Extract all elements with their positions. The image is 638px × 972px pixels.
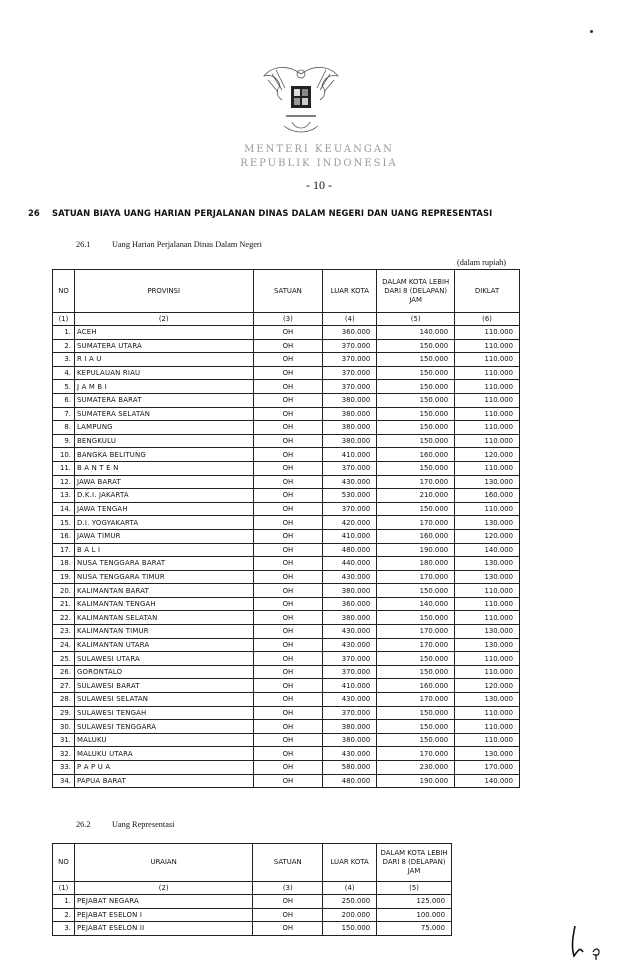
table-cell: 110.000 <box>455 393 520 407</box>
table-cell: GORONTALO <box>74 665 253 679</box>
table-cell: 480.000 <box>323 774 377 788</box>
table-cell: KALIMANTAN SELATAN <box>74 611 253 625</box>
table-cell: D.I. YOGYAKARTA <box>74 516 253 530</box>
table-row <box>53 652 520 666</box>
table-cell: OH <box>253 326 323 340</box>
table-cell: OH <box>253 665 323 679</box>
table-cell: OH <box>253 434 323 448</box>
table-cell: JAWA BARAT <box>74 475 253 489</box>
table-cell: 110.000 <box>455 652 520 666</box>
table-cell: OH <box>253 638 323 652</box>
t2-header-number-5: (5) <box>377 882 452 895</box>
table-cell: 380.000 <box>323 421 377 435</box>
table-cell: 110.000 <box>455 366 520 380</box>
table-cell: 130.000 <box>455 693 520 707</box>
table-cell: 110.000 <box>455 326 520 340</box>
table-cell: 12. <box>53 475 75 489</box>
header-dalam-kota: DALAM KOTA LEBIH DARI 8 (DELAPAN) JAM <box>377 270 455 313</box>
table-cell: SULAWESI UTARA <box>74 652 253 666</box>
table-cell: JAWA TENGAH <box>74 502 253 516</box>
table-row <box>53 502 520 516</box>
table-cell: 27. <box>53 679 75 693</box>
table-cell: 120.000 <box>455 679 520 693</box>
table-cell: 1. <box>53 326 75 340</box>
table-row <box>53 774 520 788</box>
table-cell: 150.000 <box>377 461 455 475</box>
table-cell: 19. <box>53 570 75 584</box>
table-cell: 10. <box>53 448 75 462</box>
table-row <box>53 380 520 394</box>
table-cell: NUSA TENGGARA TIMUR <box>74 570 253 584</box>
table-cell: 8. <box>53 421 75 435</box>
table-cell: LAMPUNG <box>74 421 253 435</box>
table-cell: 29. <box>53 706 75 720</box>
table-cell: 150.000 <box>377 733 455 747</box>
table-row <box>53 489 520 503</box>
table-cell: 110.000 <box>455 461 520 475</box>
table-cell: OH <box>253 584 323 598</box>
table-row <box>53 434 520 448</box>
table-cell: R I A U <box>74 353 253 367</box>
table-row <box>53 366 520 380</box>
table-cell: OH <box>253 693 323 707</box>
table-cell: NUSA TENGGARA BARAT <box>74 557 253 571</box>
table-cell: 120.000 <box>455 529 520 543</box>
table-cell: SULAWESI TENGAH <box>74 706 253 720</box>
table-cell: PEJABAT NEGARA <box>74 895 252 909</box>
table-cell: 110.000 <box>455 706 520 720</box>
table-cell: 33. <box>53 761 75 775</box>
table-cell: 150.000 <box>377 611 455 625</box>
table-row <box>53 761 520 775</box>
table-cell: 190.000 <box>377 543 455 557</box>
table-cell: 140.000 <box>377 597 455 611</box>
table-cell: 3. <box>53 922 75 936</box>
table-cell: 160.000 <box>377 529 455 543</box>
table-cell: 170.000 <box>377 625 455 639</box>
table-cell: SUMATERA BARAT <box>74 393 253 407</box>
table-cell: 370.000 <box>323 380 377 394</box>
table-cell: 11. <box>53 461 75 475</box>
table-row <box>53 461 520 475</box>
table-cell: 170.000 <box>377 516 455 530</box>
table-cell: 125.000 <box>377 895 452 909</box>
table-cell: MALUKU <box>74 733 253 747</box>
table-cell: 110.000 <box>455 665 520 679</box>
table-cell: B A L I <box>74 543 253 557</box>
table-cell: 23. <box>53 625 75 639</box>
table-row <box>53 353 520 367</box>
table-cell: SULAWESI BARAT <box>74 679 253 693</box>
table-cell: OH <box>253 611 323 625</box>
table-cell: 430.000 <box>323 747 377 761</box>
table-cell: 370.000 <box>323 366 377 380</box>
table-cell: 110.000 <box>455 434 520 448</box>
table-cell: 360.000 <box>323 597 377 611</box>
table-cell: OH <box>253 706 323 720</box>
table-cell: 31. <box>53 733 75 747</box>
table-cell: D.K.I. JAKARTA <box>74 489 253 503</box>
table-cell: 110.000 <box>455 353 520 367</box>
table-row <box>53 611 520 625</box>
table-cell: OH <box>253 761 323 775</box>
table-cell: OH <box>253 922 323 936</box>
table-cell: SULAWESI TENGGARA <box>74 720 253 734</box>
table-cell: 130.000 <box>455 475 520 489</box>
table-cell: SULAWESI SELATAN <box>74 693 253 707</box>
table-cell: 150.000 <box>377 584 455 598</box>
table-row <box>53 421 520 435</box>
table-cell: 130.000 <box>455 625 520 639</box>
t2-header-dalam-kota: DALAM KOTA LEBIH DARI 8 (DELAPAN) JAM <box>377 844 452 882</box>
subsection-number: 26.1 <box>76 240 91 249</box>
t2-header-no: NO <box>53 844 75 882</box>
table-cell: 370.000 <box>323 665 377 679</box>
table-cell: 110.000 <box>455 733 520 747</box>
t2-header-number-4: (4) <box>323 882 377 895</box>
table-cell: 150.000 <box>377 434 455 448</box>
ministry-subtitle: REPUBLIK INDONESIA <box>240 158 398 169</box>
table-cell: OH <box>253 448 323 462</box>
header-number-2: (2) <box>74 313 253 326</box>
table-cell: 150.000 <box>323 922 377 936</box>
table-cell: ACEH <box>74 326 253 340</box>
table-cell: 16. <box>53 529 75 543</box>
table-cell: 580.000 <box>323 761 377 775</box>
table-row <box>53 448 520 462</box>
table-cell: 1. <box>53 895 75 909</box>
table-cell: 18. <box>53 557 75 571</box>
table-cell: 120.000 <box>455 448 520 462</box>
table-cell: 2. <box>53 908 75 922</box>
table-cell: 130.000 <box>455 747 520 761</box>
header-provinsi: PROVINSI <box>74 270 253 313</box>
table-cell: 110.000 <box>455 584 520 598</box>
table-row <box>53 570 520 584</box>
t2-header-luar-kota: LUAR KOTA <box>323 844 377 882</box>
table-cell: 250.000 <box>323 895 377 909</box>
table-cell: OH <box>253 597 323 611</box>
table-cell: KEPULAUAN RIAU <box>74 366 253 380</box>
table-cell: 370.000 <box>323 339 377 353</box>
table-cell: 380.000 <box>323 584 377 598</box>
table-cell: 170.000 <box>377 693 455 707</box>
subsection-title-2: Uang Representasi <box>112 820 175 829</box>
table-row <box>53 339 520 353</box>
table-row <box>53 625 520 639</box>
table-cell: 430.000 <box>323 638 377 652</box>
table-cell: 150.000 <box>377 706 455 720</box>
table-cell: 150.000 <box>377 339 455 353</box>
table-cell: 380.000 <box>323 733 377 747</box>
table-cell: 150.000 <box>377 652 455 666</box>
table-cell: 420.000 <box>323 516 377 530</box>
table-cell: 530.000 <box>323 489 377 503</box>
table-cell: 170.000 <box>377 475 455 489</box>
t2-header-number-1: (1) <box>53 882 75 895</box>
table-cell: 480.000 <box>323 543 377 557</box>
table-cell: 150.000 <box>377 502 455 516</box>
table-cell: OH <box>253 679 323 693</box>
table-cell: 130.000 <box>455 638 520 652</box>
table-cell: 380.000 <box>323 611 377 625</box>
signature-initials-icon <box>565 922 615 962</box>
table-cell: SUMATERA UTARA <box>74 339 253 353</box>
header-no: NO <box>53 270 75 313</box>
table-cell: 440.000 <box>323 557 377 571</box>
table-cell: SUMATERA SELATAN <box>74 407 253 421</box>
table-cell: KALIMANTAN UTARA <box>74 638 253 652</box>
table-cell: 160.000 <box>377 448 455 462</box>
table-cell: 110.000 <box>455 502 520 516</box>
table-cell: OH <box>253 747 323 761</box>
table-cell: 100.000 <box>377 908 452 922</box>
table-cell: 14. <box>53 502 75 516</box>
header-luar-kota: LUAR KOTA <box>323 270 377 313</box>
table-cell: 370.000 <box>323 353 377 367</box>
table-cell: 15. <box>53 516 75 530</box>
table-row <box>53 665 520 679</box>
unit-note: (dalam rupiah) <box>457 258 507 267</box>
table-cell: KALIMANTAN BARAT <box>74 584 253 598</box>
table-row <box>53 475 520 489</box>
table-cell: OH <box>253 380 323 394</box>
table-row <box>53 407 520 421</box>
subsection-title: Uang Harian Perjalanan Dinas Dalam Negeri <box>112 240 262 249</box>
header-satuan: SATUAN <box>253 270 323 313</box>
table-cell: 370.000 <box>323 706 377 720</box>
table-cell: 200.000 <box>323 908 377 922</box>
table-row <box>53 720 520 734</box>
garuda-emblem-icon <box>258 60 344 138</box>
table-cell: 22. <box>53 611 75 625</box>
table-cell: OH <box>253 339 323 353</box>
table-cell: 34. <box>53 774 75 788</box>
table-cell: 17. <box>53 543 75 557</box>
table-cell: 370.000 <box>323 502 377 516</box>
table-cell: OH <box>253 516 323 530</box>
table-cell: 370.000 <box>323 461 377 475</box>
table-cell: 20. <box>53 584 75 598</box>
table-cell: 430.000 <box>323 693 377 707</box>
t2-header-number-3: (3) <box>253 882 323 895</box>
table-row <box>53 922 452 936</box>
table-cell: 28. <box>53 693 75 707</box>
table-cell: 110.000 <box>455 597 520 611</box>
table-cell: 6. <box>53 393 75 407</box>
table-cell: OH <box>253 908 323 922</box>
daily-allowance-table <box>52 269 520 788</box>
table-cell: 230.000 <box>377 761 455 775</box>
table-cell: 9. <box>53 434 75 448</box>
table-cell: 130.000 <box>455 570 520 584</box>
table-cell: 30. <box>53 720 75 734</box>
table-cell: 13. <box>53 489 75 503</box>
table-cell: OH <box>253 502 323 516</box>
table-cell: 410.000 <box>323 679 377 693</box>
header-number-1: (1) <box>53 313 75 326</box>
table-cell: 180.000 <box>377 557 455 571</box>
representation-table <box>52 843 452 936</box>
table-row <box>53 733 520 747</box>
table-row <box>53 693 520 707</box>
table-cell: 26. <box>53 665 75 679</box>
table-cell: 110.000 <box>455 339 520 353</box>
table-cell: OH <box>253 393 323 407</box>
table-cell: 24. <box>53 638 75 652</box>
table-row <box>53 908 452 922</box>
table-cell: OH <box>253 461 323 475</box>
table-row <box>53 543 520 557</box>
section-title: SATUAN BIAYA UANG HARIAN PERJALANAN DINAS DALAM NEGERI DAN UANG REPRESENTASI <box>52 208 493 218</box>
table-cell: OH <box>253 353 323 367</box>
table-cell: KALIMANTAN TENGAH <box>74 597 253 611</box>
table-cell: PEJABAT ESELON II <box>74 922 252 936</box>
table-row <box>53 597 520 611</box>
table-cell: BANGKA BELITUNG <box>74 448 253 462</box>
table-row <box>53 529 520 543</box>
scan-speck <box>590 30 593 33</box>
table-cell: 5. <box>53 380 75 394</box>
table-cell: 150.000 <box>377 720 455 734</box>
table-cell: 25. <box>53 652 75 666</box>
table-row <box>53 326 520 340</box>
ministry-title: MENTERI KEUANGAN <box>244 144 394 155</box>
table-row <box>53 557 520 571</box>
table-cell: MALUKU UTARA <box>74 747 253 761</box>
table-cell: 130.000 <box>455 516 520 530</box>
table-row <box>53 393 520 407</box>
table-cell: 110.000 <box>455 720 520 734</box>
table-cell: 410.000 <box>323 448 377 462</box>
table-cell: 380.000 <box>323 407 377 421</box>
header-diklat: DIKLAT <box>455 270 520 313</box>
table-cell: OH <box>253 570 323 584</box>
table-cell: 150.000 <box>377 353 455 367</box>
table-cell: 21. <box>53 597 75 611</box>
subsection-number-2: 26.2 <box>76 820 91 829</box>
page-number: - 10 - <box>306 178 332 192</box>
table-cell: KALIMANTAN TIMUR <box>74 625 253 639</box>
table-cell: BENGKULU <box>74 434 253 448</box>
table-cell: OH <box>253 475 323 489</box>
table-cell: 380.000 <box>323 393 377 407</box>
table-cell: 140.000 <box>455 774 520 788</box>
section-number: 26 <box>28 208 40 218</box>
table-row <box>53 895 452 909</box>
table-row <box>53 747 520 761</box>
table-cell: 170.000 <box>377 570 455 584</box>
table-cell: 2. <box>53 339 75 353</box>
table-cell: 150.000 <box>377 421 455 435</box>
table-cell: 370.000 <box>323 652 377 666</box>
table-cell: 110.000 <box>455 611 520 625</box>
table-cell: 150.000 <box>377 665 455 679</box>
table-cell: 170.000 <box>455 761 520 775</box>
table-cell: J A M B I <box>74 380 253 394</box>
table-cell: 140.000 <box>455 543 520 557</box>
table-cell: 32. <box>53 747 75 761</box>
table-cell: 170.000 <box>377 747 455 761</box>
table-cell: 160.000 <box>455 489 520 503</box>
table-cell: OH <box>253 625 323 639</box>
table-cell: 150.000 <box>377 407 455 421</box>
table-cell: PAPUA BARAT <box>74 774 253 788</box>
t2-header-uraian: URAIAN <box>74 844 252 882</box>
header-number-5: (5) <box>377 313 455 326</box>
table-cell: 110.000 <box>455 380 520 394</box>
header-number-6: (6) <box>455 313 520 326</box>
table-cell: 410.000 <box>323 529 377 543</box>
table-cell: OH <box>253 720 323 734</box>
table-cell: 430.000 <box>323 625 377 639</box>
header-number-4: (4) <box>323 313 377 326</box>
table-cell: OH <box>253 895 323 909</box>
table-cell: PEJABAT ESELON I <box>74 908 252 922</box>
table-cell: OH <box>253 489 323 503</box>
table-cell: 150.000 <box>377 380 455 394</box>
table-row <box>53 706 520 720</box>
table-cell: 380.000 <box>323 720 377 734</box>
table-cell: B A N T E N <box>74 461 253 475</box>
table-cell: OH <box>253 366 323 380</box>
table-cell: 210.000 <box>377 489 455 503</box>
table-row <box>53 516 520 530</box>
table-cell: 7. <box>53 407 75 421</box>
table-cell: 150.000 <box>377 366 455 380</box>
table-cell: P A P U A <box>74 761 253 775</box>
table-cell: OH <box>253 733 323 747</box>
table-cell: 150.000 <box>377 393 455 407</box>
table-cell: OH <box>253 774 323 788</box>
t2-header-number-2: (2) <box>74 882 252 895</box>
table-cell: 190.000 <box>377 774 455 788</box>
table-cell: OH <box>253 407 323 421</box>
table-cell: 75.000 <box>377 922 452 936</box>
header-number-3: (3) <box>253 313 323 326</box>
table-cell: OH <box>253 543 323 557</box>
table-cell: JAWA TIMUR <box>74 529 253 543</box>
table-cell: 360.000 <box>323 326 377 340</box>
table-cell: 170.000 <box>377 638 455 652</box>
table-cell: 110.000 <box>455 407 520 421</box>
table-cell: OH <box>253 421 323 435</box>
table-cell: 140.000 <box>377 326 455 340</box>
table-cell: OH <box>253 557 323 571</box>
table-row <box>53 679 520 693</box>
table-cell: 380.000 <box>323 434 377 448</box>
table-cell: 130.000 <box>455 557 520 571</box>
table-row <box>53 638 520 652</box>
table-cell: 110.000 <box>455 421 520 435</box>
table-cell: OH <box>253 529 323 543</box>
table-cell: 3. <box>53 353 75 367</box>
table-cell: 4. <box>53 366 75 380</box>
table-cell: 160.000 <box>377 679 455 693</box>
table-cell: 430.000 <box>323 570 377 584</box>
t2-header-satuan: SATUAN <box>253 844 323 882</box>
table-cell: OH <box>253 652 323 666</box>
table-row <box>53 584 520 598</box>
table-cell: 430.000 <box>323 475 377 489</box>
